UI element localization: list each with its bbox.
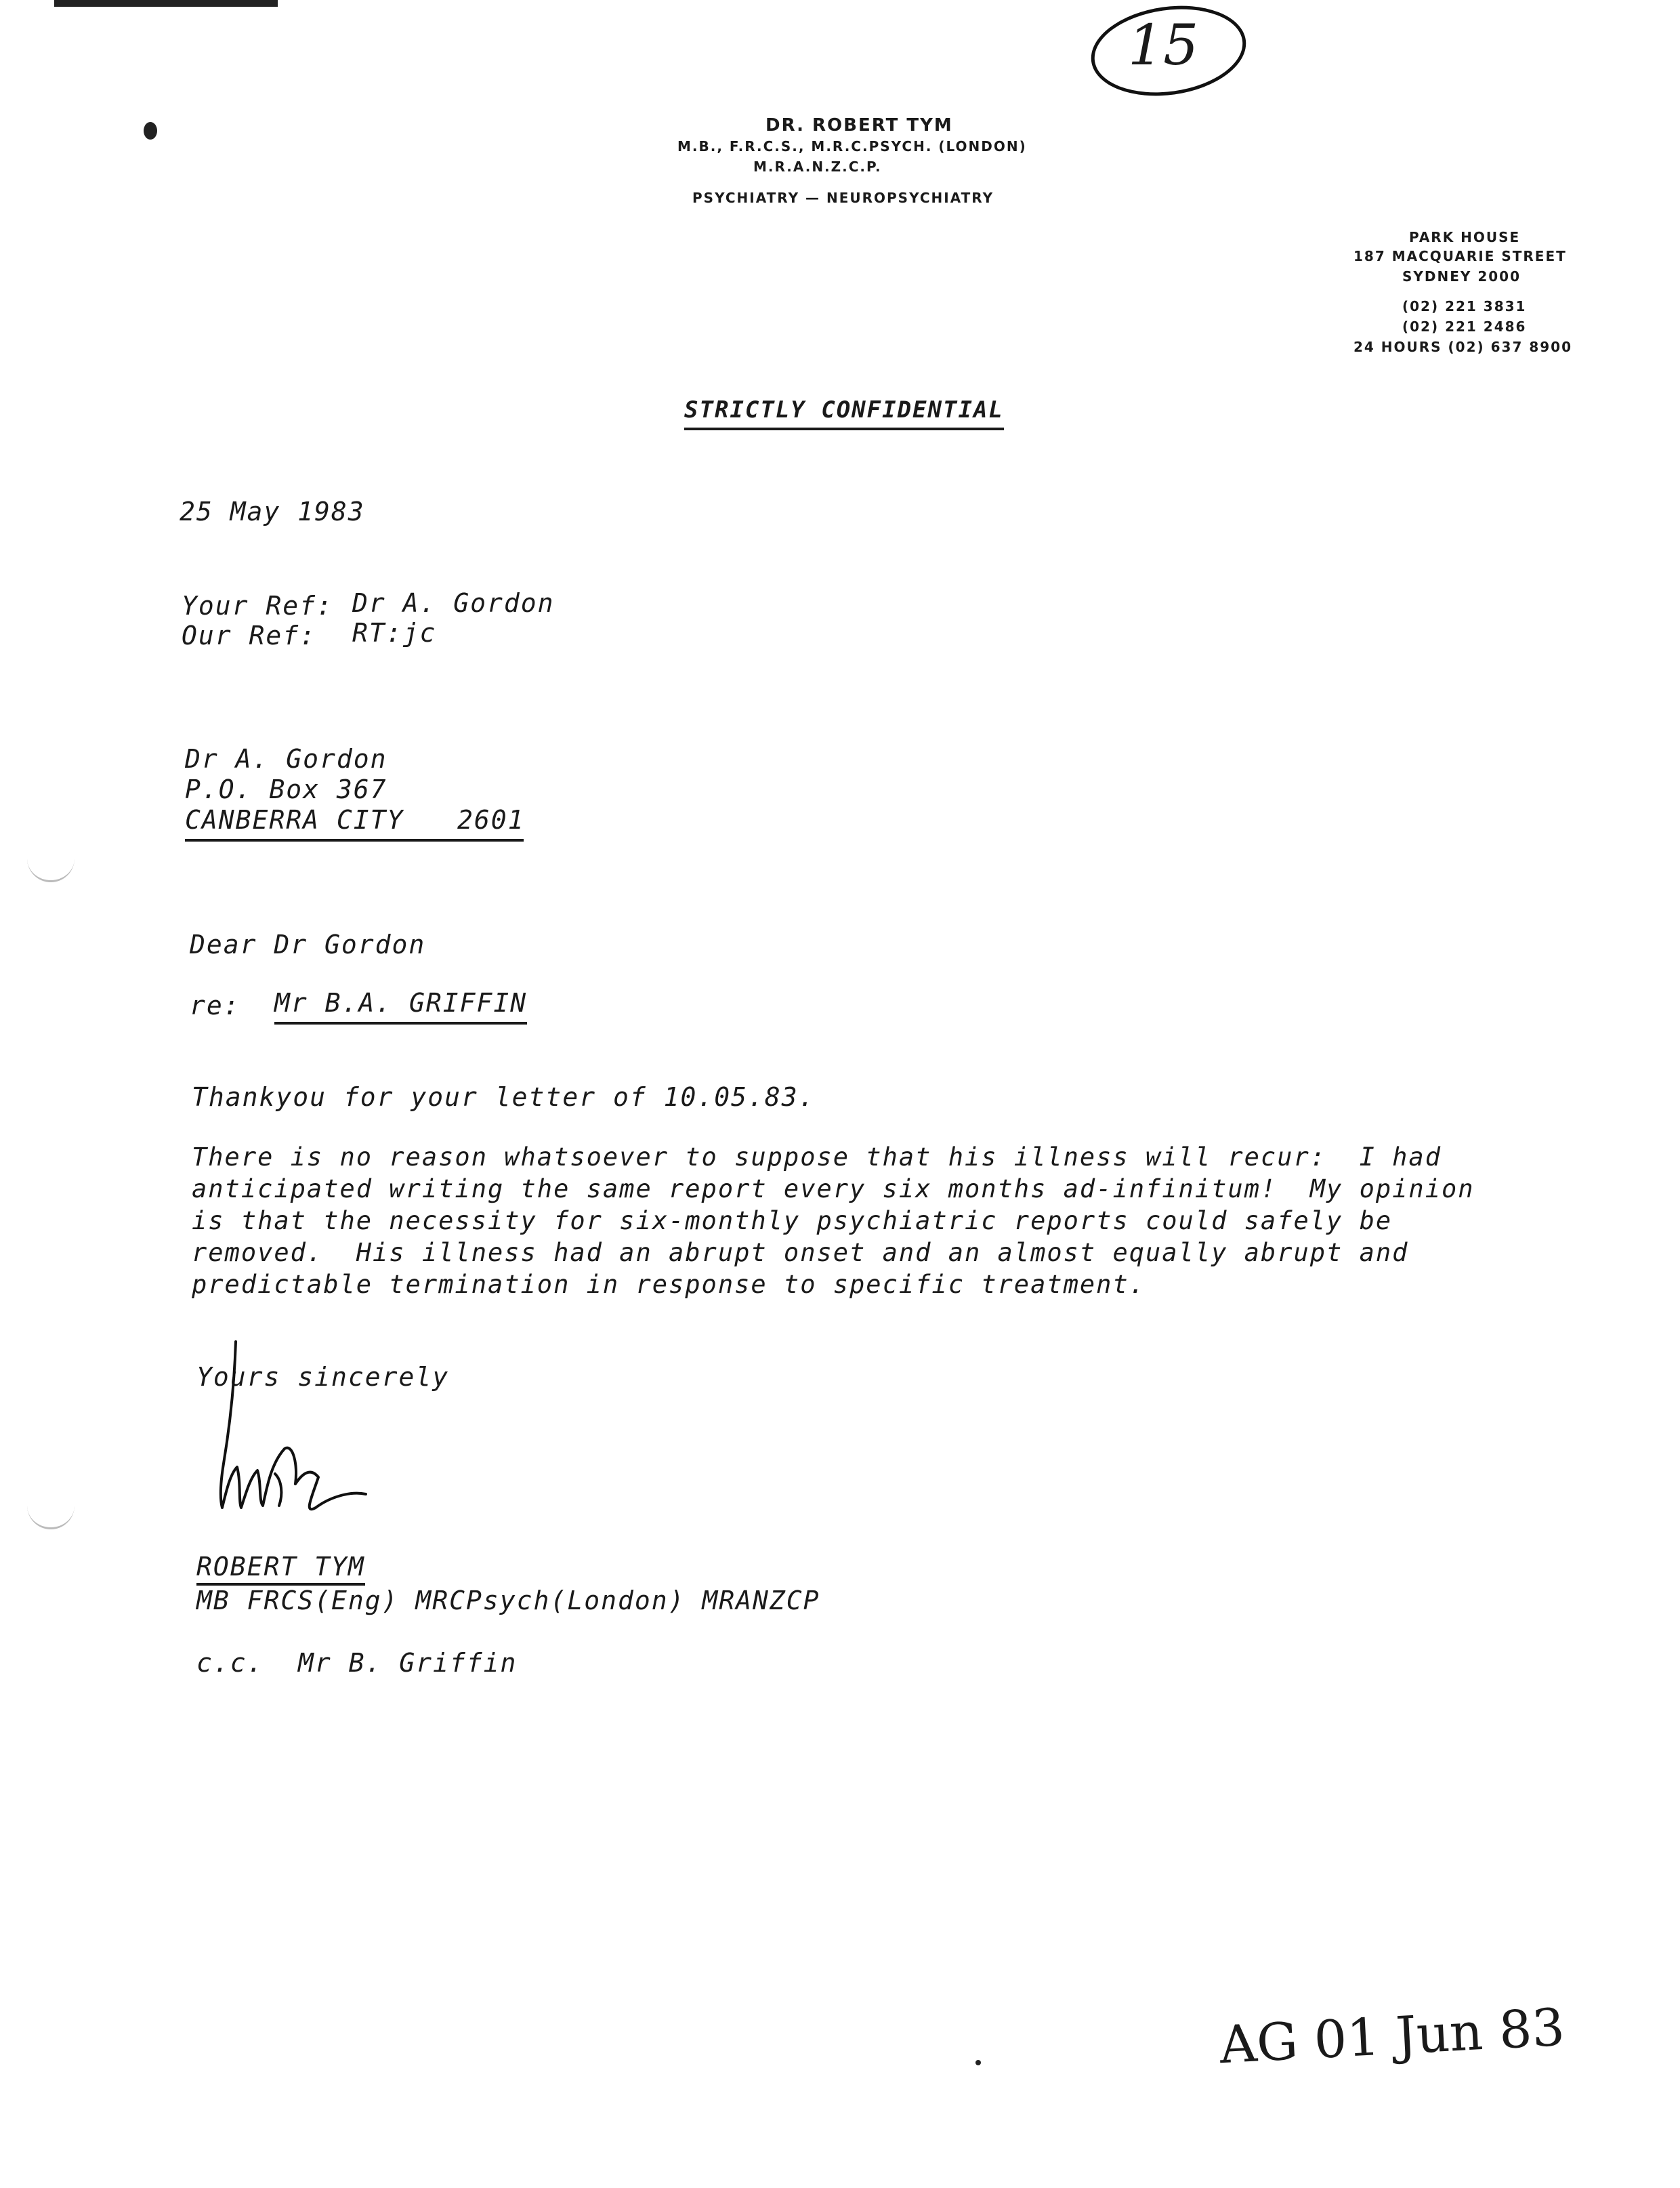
classification-heading: STRICTLY CONFIDENTIAL — [684, 396, 1004, 430]
signatory-qualifications: MB FRCS(Eng) MRCPsych(London) MRANZCP — [196, 1586, 820, 1615]
folio-number: 15 — [1128, 14, 1199, 78]
recipient-name: Dr A. Gordon — [185, 744, 387, 774]
cc-label: c.c. — [196, 1648, 264, 1678]
punch-hole-shadow — [27, 857, 75, 882]
paragraph-2-line: is that the necessity for six-monthly psychiatric reports could safely be — [192, 1206, 1393, 1235]
scan-dot — [975, 2060, 981, 2065]
address-street: 187 MACQUARIE STREET — [1353, 248, 1567, 264]
address-building: PARK HOUSE — [1409, 229, 1521, 245]
letterhead-qualifications-1: M.B., F.R.C.S., M.R.C.PSYCH. (LONDON) — [677, 138, 1027, 154]
paragraph-2-line: predictable termination in response to specific treatment. — [192, 1270, 1146, 1299]
address-phone-1: (02) 221 3831 — [1402, 298, 1527, 314]
address-phone-2: (02) 221 2486 — [1402, 318, 1527, 335]
re-subject: Mr B.A. GRIFFIN — [274, 988, 527, 1025]
closing: Yours sincerely — [196, 1362, 450, 1392]
paragraph-2 — [192, 1141, 1475, 1300]
recipient-city: CANBERRA CITY — [185, 805, 404, 835]
letterhead-specialty: PSYCHIATRY — NEUROPSYCHIATRY — [692, 190, 994, 206]
re-label: re: — [190, 991, 240, 1020]
your-ref-label: Your Ref: — [182, 591, 333, 621]
salutation: Dear Dr Gordon — [190, 930, 426, 959]
cc-value: Mr B. Griffin — [298, 1648, 518, 1678]
paragraph-2-line: anticipated writing the same report every six months ad-infinitum! My opinion — [192, 1174, 1475, 1203]
letterhead-name: DR. ROBERT TYM — [765, 115, 953, 136]
handwritten-initials-date: AG 01 Jun 83 — [1218, 1996, 1566, 2076]
signatory-name: ROBERT TYM — [196, 1552, 365, 1586]
recipient-city-line — [185, 805, 524, 842]
punch-hole-shadow — [27, 1504, 75, 1529]
address-city: SYDNEY 2000 — [1402, 268, 1521, 285]
letter-date: 25 May 1983 — [180, 497, 365, 527]
recipient-postcode: 2601 — [457, 805, 525, 835]
letterhead-qualifications-2: M.R.A.N.Z.C.P. — [753, 159, 882, 175]
our-ref-label: Our Ref: — [182, 621, 317, 651]
paragraph-1: Thankyou for your letter of 10.05.83. — [192, 1082, 816, 1112]
paragraph-2-line: removed. His illness had an abrupt onset and an almost equally abrupt and — [192, 1238, 1409, 1267]
handwritten-signature — [196, 1328, 386, 1559]
your-ref-value: Dr A. Gordon — [352, 588, 555, 618]
scan-artifact-top — [54, 0, 278, 7]
paragraph-2-line: There is no reason whatsoever to suppose that his illness will recur: I had — [192, 1142, 1442, 1172]
binder-hole-mark — [144, 122, 157, 140]
address-phone-3: 24 HOURS (02) 637 8900 — [1353, 339, 1572, 355]
our-ref-value: RT:jc — [352, 618, 437, 648]
recipient-po-box: P.O. Box 367 — [185, 775, 387, 804]
